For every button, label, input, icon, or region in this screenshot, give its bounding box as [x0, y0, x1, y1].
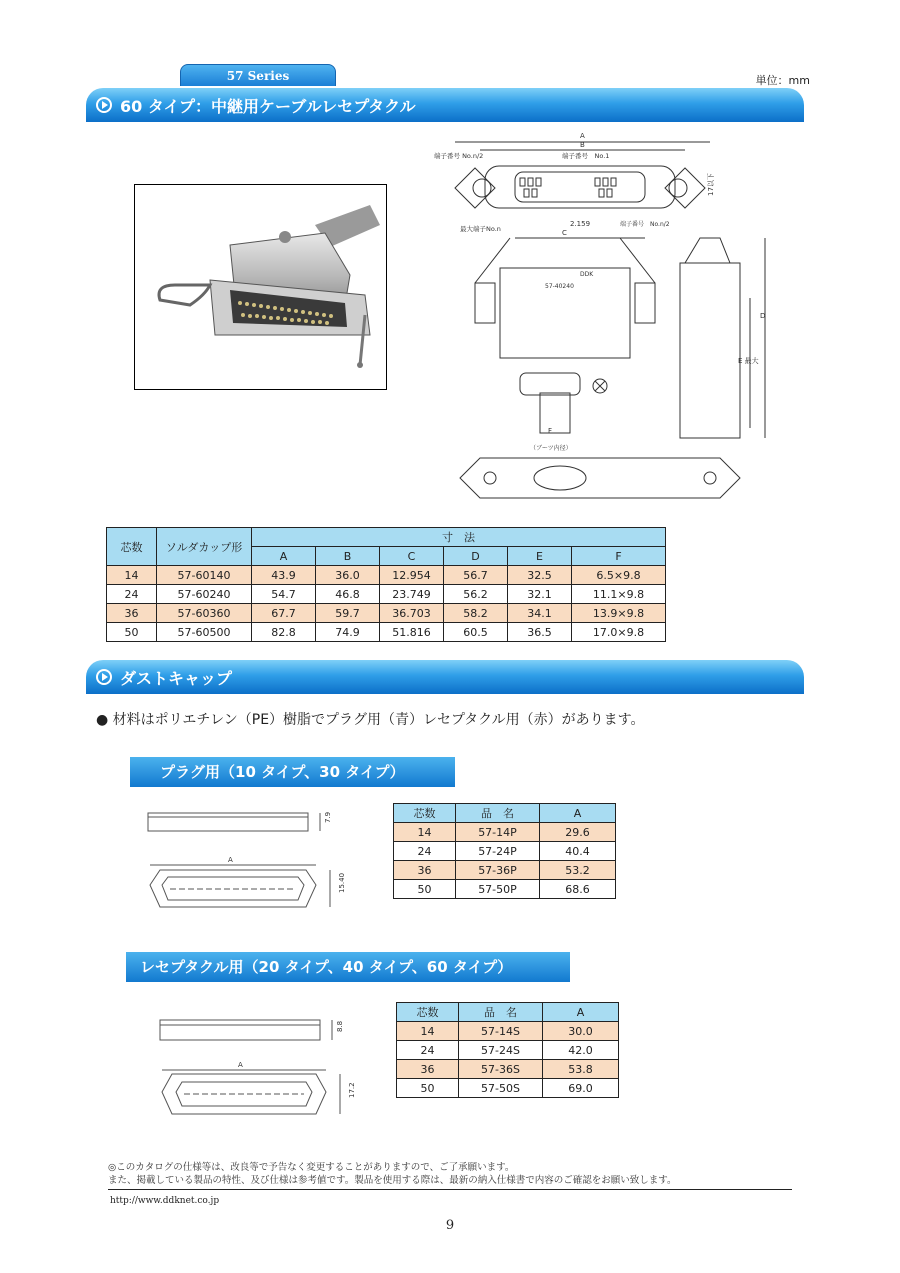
cell: 24 — [397, 1041, 459, 1060]
table-row — [394, 880, 616, 899]
table-row — [107, 585, 666, 604]
plug-cap-drawing — [140, 805, 346, 929]
footer-url[interactable]: http://www.ddknet.co.jp — [110, 1196, 220, 1206]
cell: 60.5 — [444, 623, 508, 642]
receptacle-dim-a: A — [238, 1061, 243, 1069]
cell: 12.954 — [380, 566, 444, 585]
cell: 57-24P — [456, 842, 540, 861]
cell: 14 — [107, 566, 157, 585]
label-pitch: 2.159 — [570, 220, 591, 228]
label-d: D — [760, 312, 766, 320]
label-model2: 57-40240 — [545, 283, 574, 290]
table-row — [394, 861, 616, 880]
footer-divider — [108, 1189, 792, 1190]
cell: 36 — [107, 604, 157, 623]
cell: 68.6 — [540, 880, 616, 899]
col-name: 品 名 — [459, 1003, 543, 1022]
cell: 57-60500 — [157, 623, 252, 642]
cell: 17.0×9.8 — [572, 623, 666, 642]
cell: 57-14P — [456, 823, 540, 842]
section-title: 60 タイプ：中継用ケーブルレセプタクル — [120, 96, 416, 116]
label-term-n2b: 端子番号 No.n/2 — [620, 221, 670, 228]
table-row — [397, 1041, 619, 1060]
cell: 36.703 — [380, 604, 444, 623]
cell: 24 — [107, 585, 157, 604]
cell: 53.2 — [540, 861, 616, 880]
footnote — [108, 1161, 676, 1187]
cell: 14 — [397, 1022, 459, 1041]
col-cores: 芯数 — [397, 1003, 459, 1022]
section-header-dust-cap — [86, 660, 804, 694]
label-dim17: 17以下 — [707, 173, 715, 196]
cell: 58.2 — [444, 604, 508, 623]
cell: 50 — [394, 880, 456, 899]
col-dim-c: C — [380, 547, 444, 566]
cell: 57-24S — [459, 1041, 543, 1060]
cell: 53.8 — [543, 1060, 619, 1079]
cell: 36 — [394, 861, 456, 880]
cell: 57-36S — [459, 1060, 543, 1079]
label-boot: （ブーツ内径） — [530, 445, 572, 452]
cell: 74.9 — [316, 623, 380, 642]
label-max-term: 最大端子No.n — [460, 225, 501, 233]
col-dim-a: A — [252, 547, 316, 566]
table-row — [397, 1060, 619, 1079]
receptacle-dim-height: 8.8 — [336, 1020, 344, 1032]
label-c: C — [562, 229, 567, 237]
cell: 50 — [397, 1079, 459, 1098]
page-number: 9 — [445, 1218, 455, 1233]
cell: 57-60240 — [157, 585, 252, 604]
cell: 11.1×9.8 — [572, 585, 666, 604]
col-dim-f: F — [572, 547, 666, 566]
col-cores: 芯数 — [107, 528, 157, 566]
col-dim-b: B — [316, 547, 380, 566]
receptacle-section-title: レセプタクル用（20 タイプ、40 タイプ、60 タイプ） — [126, 952, 570, 982]
receptacle-table — [396, 1002, 619, 1098]
plug-dim-height: 7.9 — [324, 811, 332, 823]
footnote-line-2: また、掲載している製品の特性、及び仕様は参考値です。製品を使用する際は、最新の納入仕様書で内容のご確認をお願い致します。 — [108, 1175, 677, 1186]
label-model1: DDK — [580, 271, 594, 278]
plug-table — [393, 803, 616, 899]
cell: 13.9×9.8 — [572, 604, 666, 623]
table-row — [394, 823, 616, 842]
col-dim-e: E — [508, 547, 572, 566]
cell: 57-50P — [456, 880, 540, 899]
cell: 57-50S — [459, 1079, 543, 1098]
technical-drawing — [420, 128, 800, 518]
cell: 40.4 — [540, 842, 616, 861]
cell: 46.8 — [316, 585, 380, 604]
col-part: ソルダカップ形 — [157, 528, 252, 566]
table-row — [107, 604, 666, 623]
col-cores: 芯数 — [394, 804, 456, 823]
cell: 54.7 — [252, 585, 316, 604]
cell: 51.816 — [380, 623, 444, 642]
cell: 29.6 — [540, 823, 616, 842]
cell: 36 — [397, 1060, 459, 1079]
plug-dim-width: 15.40 — [338, 872, 346, 893]
cell: 42.0 — [543, 1041, 619, 1060]
cell: 50 — [107, 623, 157, 642]
cell: 56.7 — [444, 566, 508, 585]
section-title: ダストキャップ — [120, 668, 233, 688]
cell: 36.5 — [508, 623, 572, 642]
receptacle-dim-width: 17.2 — [348, 1082, 356, 1098]
col-a: A — [543, 1003, 619, 1022]
plug-section-title: プラグ用（10 タイプ、30 タイプ） — [130, 757, 455, 787]
cell: 67.7 — [252, 604, 316, 623]
label-term-1: 端子番号 No.1 — [562, 152, 610, 160]
cell: 57-60140 — [157, 566, 252, 585]
cell: 57-14S — [459, 1022, 543, 1041]
plug-dim-a: A — [228, 856, 233, 864]
play-arrow-icon — [96, 669, 112, 685]
cell: 59.7 — [316, 604, 380, 623]
label-emax: E 最大 — [738, 357, 759, 365]
cell: 82.8 — [252, 623, 316, 642]
label-f: F — [548, 427, 553, 435]
table-row — [107, 566, 666, 585]
cell: 23.749 — [380, 585, 444, 604]
unit-label: 単位：mm — [755, 74, 810, 87]
label-b: B — [580, 141, 585, 149]
cell: 69.0 — [543, 1079, 619, 1098]
col-dims: 寸 法 — [252, 528, 666, 547]
cell: 24 — [394, 842, 456, 861]
col-name: 品 名 — [456, 804, 540, 823]
label-term-n2: 端子番号 No.n/2 — [434, 152, 484, 160]
cell: 43.9 — [252, 566, 316, 585]
dimension-table — [106, 527, 666, 642]
product-photo — [134, 184, 387, 390]
cell: 32.1 — [508, 585, 572, 604]
table-row — [397, 1022, 619, 1041]
play-arrow-icon — [96, 97, 112, 113]
cell: 6.5×9.8 — [572, 566, 666, 585]
table-row — [107, 623, 666, 642]
cell: 14 — [394, 823, 456, 842]
cell: 32.5 — [508, 566, 572, 585]
material-note: ● 材料はポリエチレン（PE）樹脂でプラグ用（青）レセプタクル用（赤）があります。 — [96, 712, 645, 728]
table-row — [394, 842, 616, 861]
label-a: A — [580, 132, 585, 140]
cell: 57-60360 — [157, 604, 252, 623]
footnote-line-1: ◎このカタログの仕様等は、改良等で予告なく変更することがありますので、ご了承願います。 — [108, 1162, 515, 1173]
col-dim-d: D — [444, 547, 508, 566]
section-header-60-type — [86, 88, 804, 122]
col-a: A — [540, 804, 616, 823]
cell: 36.0 — [316, 566, 380, 585]
series-tab: 57 Series — [180, 64, 336, 86]
table-row — [397, 1079, 619, 1098]
cell: 56.2 — [444, 585, 508, 604]
receptacle-cap-drawing — [150, 1012, 356, 1136]
cell: 30.0 — [543, 1022, 619, 1041]
cell: 34.1 — [508, 604, 572, 623]
cell: 57-36P — [456, 861, 540, 880]
